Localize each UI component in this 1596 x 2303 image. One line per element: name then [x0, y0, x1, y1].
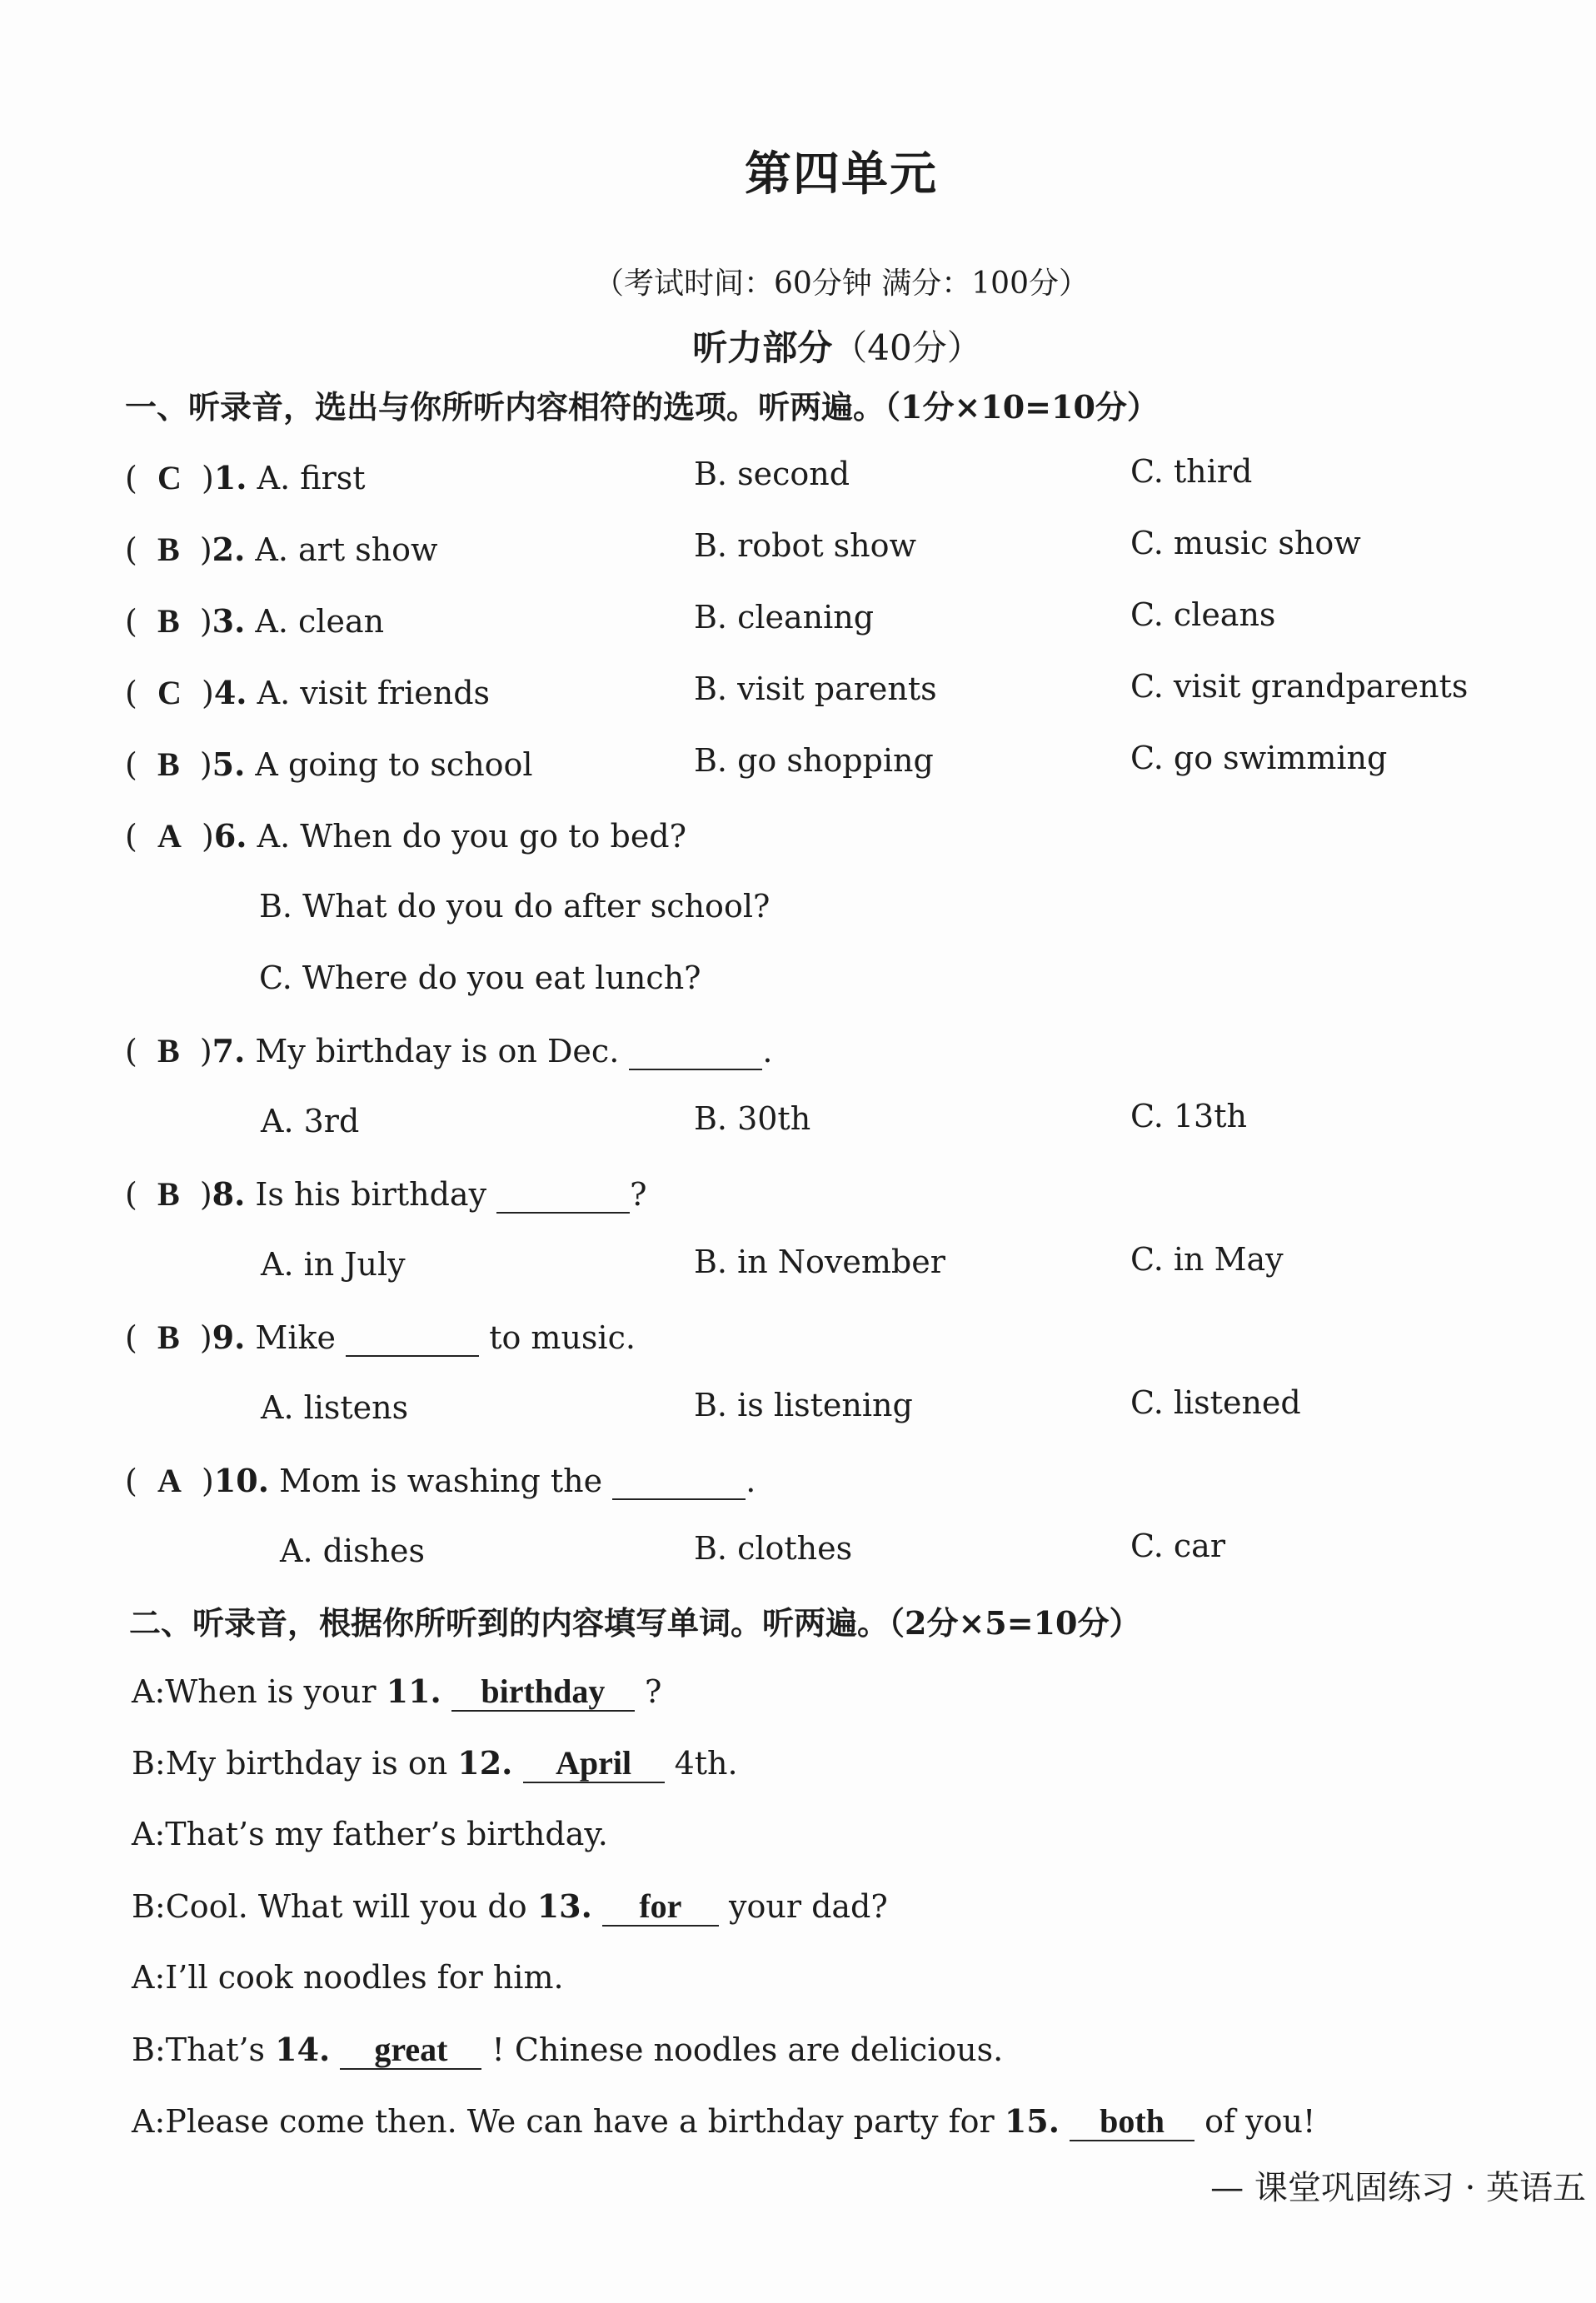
- dialogue-line-3: [132, 1816, 608, 1852]
- question-5: [125, 745, 533, 784]
- answer-letter: A: [157, 1462, 182, 1499]
- option-b: B. What do you do after school?: [259, 888, 771, 925]
- option-b: B. cleaning: [694, 599, 875, 636]
- answer-paren: ( C ): [125, 459, 214, 496]
- option-b: B. go shopping: [694, 742, 934, 779]
- question-stem: Mom is washing the: [279, 1463, 603, 1499]
- line-text: Cool. What will you do: [165, 1888, 527, 1925]
- question-10: [125, 1461, 756, 1500]
- dialogue-line-6: [132, 2031, 1003, 2070]
- question-8: [125, 1174, 647, 1214]
- line-text-end: your dad?: [729, 1888, 888, 1925]
- line-text: When is your: [165, 1673, 377, 1710]
- dialogue-line-2: [132, 1744, 738, 1783]
- speaker: A:: [132, 2103, 166, 2140]
- answer-paren: ( B ): [125, 1175, 212, 1213]
- answer-letter: B: [157, 1032, 180, 1069]
- question-7: [125, 1031, 772, 1070]
- question-stem: Is his birthday: [255, 1176, 487, 1213]
- answer-letter: C: [157, 459, 182, 496]
- answer-paren: ( A ): [125, 817, 214, 855]
- blank-number: 14.: [275, 2031, 331, 2068]
- question-stem-end: ?: [630, 1176, 647, 1213]
- answer-paren: ( B ): [125, 1032, 212, 1069]
- line-text-end: ! Chinese noodles are delicious.: [491, 2031, 1004, 2068]
- option-c: C. 13th: [1130, 1098, 1247, 1134]
- answer-blank[interactable]: [496, 1179, 630, 1214]
- line-text: That’s my father’s birthday.: [165, 1816, 608, 1852]
- option-a: A. first: [257, 460, 366, 496]
- line-text: That’s: [165, 2031, 266, 2068]
- option-c: C. in May: [1130, 1241, 1284, 1278]
- answer-paren: ( B ): [125, 1318, 212, 1356]
- question-number: 6.: [213, 817, 247, 855]
- question-stem: My birthday is on Dec.: [255, 1033, 620, 1069]
- speaker: A:: [132, 1959, 166, 1996]
- question-number: 10.: [213, 1462, 269, 1499]
- option-c: C. Where do you eat lunch?: [259, 960, 701, 996]
- question-2: [125, 530, 438, 569]
- answer-letter: B: [157, 531, 180, 568]
- question-1: [125, 458, 366, 497]
- answer-paren: ( B ): [125, 531, 212, 568]
- question-number: 2.: [212, 531, 246, 568]
- option-c: C. cleans: [1130, 596, 1276, 633]
- question-3: [125, 601, 384, 641]
- option-a: A. listens: [261, 1389, 409, 1426]
- line-text-end: ?: [644, 1673, 662, 1710]
- option-b: B. robot show: [694, 527, 917, 564]
- option-c: C. third: [1130, 453, 1253, 490]
- answer-paren: ( C ): [125, 674, 214, 711]
- blank-number: 15.: [1004, 2102, 1060, 2140]
- question-stem-end: .: [746, 1463, 756, 1499]
- question-number: 7.: [212, 1032, 246, 1069]
- dialogue-line-4: [132, 1887, 888, 1927]
- option-a: A. art show: [255, 531, 438, 568]
- option-a: A. When do you go to bed?: [257, 818, 686, 855]
- question-6: [125, 816, 686, 855]
- option-a: A. 3rd: [261, 1103, 360, 1139]
- fill-blank[interactable]: April: [523, 1747, 665, 1783]
- answer-blank[interactable]: [346, 1322, 479, 1357]
- dialogue-line-1: [132, 1672, 661, 1712]
- option-b: B. in November: [694, 1244, 945, 1280]
- option-c: C. listened: [1130, 1384, 1301, 1421]
- option-b: B. 30th: [694, 1100, 811, 1137]
- option-b: B. visit parents: [694, 670, 937, 707]
- question-stem-end: to music.: [489, 1319, 636, 1356]
- answer-paren: ( B ): [125, 602, 212, 640]
- speaker: A:: [132, 1673, 166, 1710]
- option-c: C. go swimming: [1130, 740, 1388, 776]
- question-number: 8.: [212, 1175, 246, 1213]
- page-footer: — 课堂巩固练习 · 英语五: [1210, 2169, 1586, 2207]
- listening-part-heading: [0, 321, 1596, 371]
- fill-blank[interactable]: great: [340, 2033, 481, 2070]
- line-text-end: of you!: [1204, 2103, 1316, 2140]
- option-a: A. visit friends: [257, 675, 491, 711]
- speaker: B:: [132, 1888, 166, 1925]
- blank-number: 13.: [536, 1887, 592, 1925]
- option-a: A going to school: [255, 746, 533, 783]
- question-9: [125, 1318, 636, 1357]
- section2-header-text: 二、听录音，根据你所听到的内容填写单词。听两遍。（2分×5=10分）: [129, 1604, 1141, 1642]
- answer-paren: ( A ): [125, 1462, 214, 1499]
- exam-info: （考试时间：60分钟 满分：100分）: [594, 267, 1089, 301]
- part-label: 听力部分: [692, 327, 833, 368]
- speaker: B:: [132, 2031, 166, 2068]
- line-text-end: 4th.: [674, 1745, 738, 1782]
- answer-letter: A: [157, 817, 182, 855]
- page-title: 第四单元: [745, 147, 938, 202]
- answer-paren: ( B ): [125, 745, 212, 783]
- answer-letter: B: [157, 602, 180, 640]
- question-number: 9.: [212, 1318, 246, 1356]
- option-b: B. second: [694, 456, 850, 492]
- answer-blank[interactable]: [612, 1465, 746, 1500]
- question-stem: Mike: [255, 1319, 336, 1356]
- speaker: B:: [132, 1745, 166, 1782]
- fill-blank[interactable]: birthday: [451, 1675, 635, 1712]
- line-text: Please come then. We can have a birthday party for: [165, 2103, 995, 2140]
- answer-blank[interactable]: [629, 1035, 762, 1070]
- blank-number: 12.: [457, 1744, 513, 1782]
- answer-letter: C: [157, 674, 182, 711]
- option-b: B. is listening: [694, 1387, 913, 1423]
- line-text: My birthday is on: [165, 1745, 448, 1782]
- answer-letter: B: [157, 1318, 180, 1356]
- answer-letter: B: [157, 745, 180, 783]
- fill-blank[interactable]: both: [1070, 2105, 1195, 2141]
- section2-header: [129, 1598, 1140, 1643]
- option-c: C. car: [1130, 1528, 1225, 1564]
- question-number: 1.: [213, 459, 247, 496]
- section1-header-text: 一、听录音，选出与你所听内容相符的选项。听两遍。（1分×10=10分）: [125, 388, 1159, 426]
- question-number: 3.: [212, 602, 246, 640]
- option-a: A. clean: [255, 603, 385, 640]
- speaker: A:: [132, 1816, 166, 1852]
- option-a: A. dishes: [280, 1533, 426, 1569]
- answer-letter: B: [157, 1175, 180, 1213]
- line-text: I’ll cook noodles for him.: [165, 1959, 564, 1996]
- part-score: （40分）: [832, 327, 982, 368]
- option-a: A. in July: [261, 1246, 406, 1283]
- blank-number: 11.: [386, 1672, 441, 1710]
- dialogue-line-5: [132, 1959, 564, 1996]
- fill-blank[interactable]: for: [602, 1890, 719, 1927]
- dialogue-line-7: [132, 2102, 1315, 2141]
- option-b: B. clothes: [694, 1530, 853, 1567]
- question-number: 4.: [213, 674, 247, 711]
- question-stem-end: .: [762, 1033, 773, 1069]
- question-4: [125, 673, 490, 712]
- section1-header: [125, 381, 1159, 427]
- option-c: C. visit grandparents: [1130, 668, 1469, 705]
- question-number: 5.: [212, 745, 246, 783]
- option-c: C. music show: [1130, 525, 1361, 561]
